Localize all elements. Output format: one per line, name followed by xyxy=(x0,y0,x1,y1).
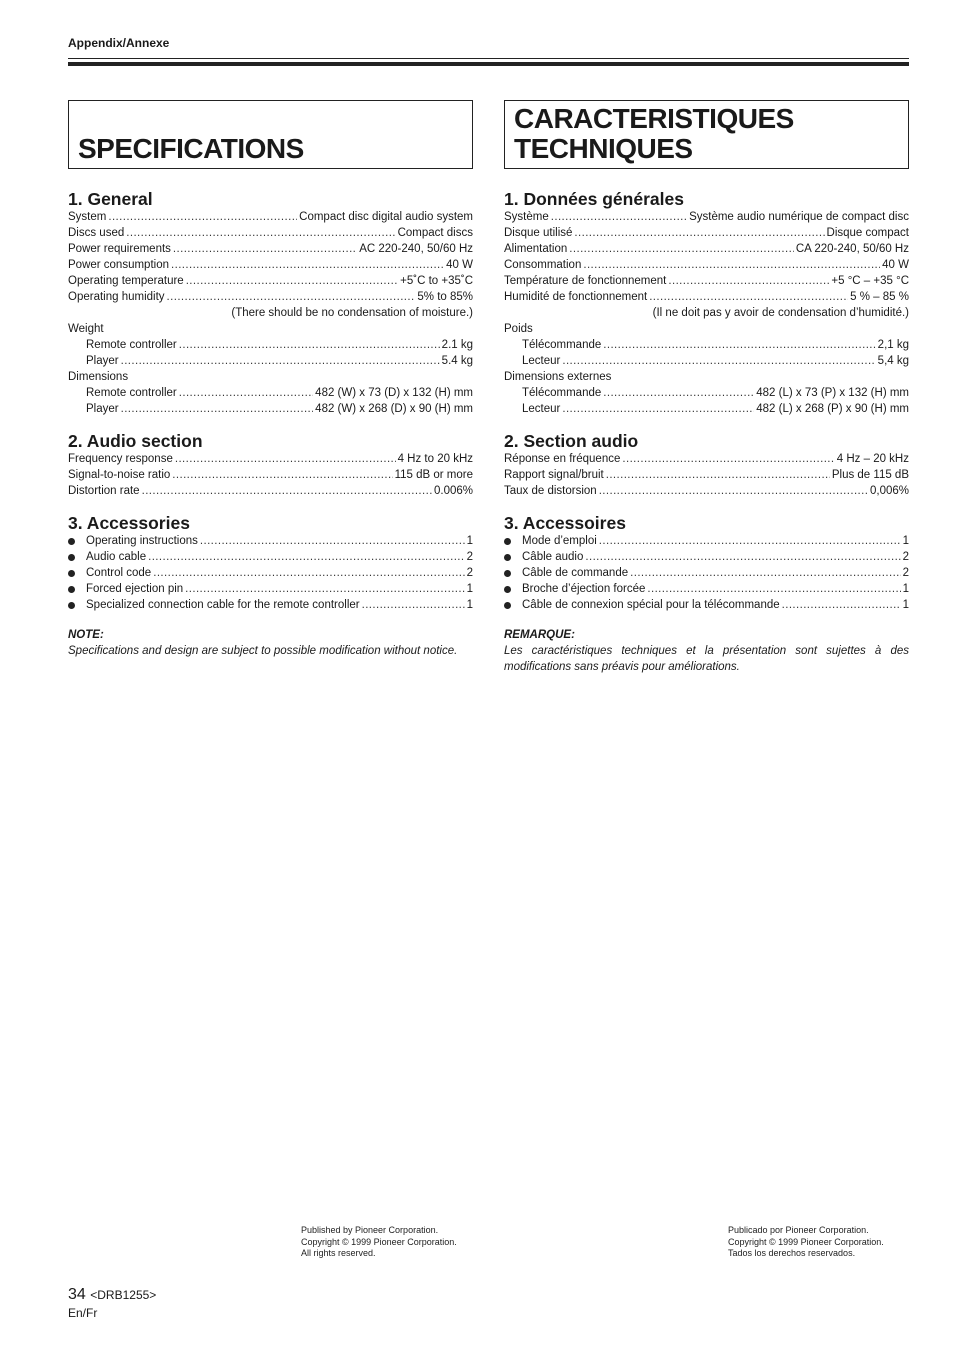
spec-label: Disque utilisé xyxy=(504,227,573,239)
title-box xyxy=(68,100,473,169)
spec-row xyxy=(504,225,909,241)
spec-label: Rapport signal/bruit xyxy=(504,469,604,481)
spec-value: 5.4 kg xyxy=(441,355,473,367)
bullet-icon xyxy=(68,570,75,577)
list-item xyxy=(68,565,473,581)
spec-value: Plus de 115 dB xyxy=(831,469,909,481)
bullet-icon xyxy=(504,586,511,593)
spec-value: AC 220-240, 50/60 Hz xyxy=(359,243,473,255)
spec-label: Power requirements xyxy=(68,243,171,255)
spec-value: 5 % – 85 % xyxy=(850,291,909,303)
bullet-icon xyxy=(68,586,75,593)
spec-row xyxy=(68,483,473,499)
page-footer xyxy=(68,1286,156,1320)
accessory-list xyxy=(504,533,909,613)
spec-label: Taux de distorsion xyxy=(504,485,597,497)
page-number: 34 xyxy=(68,1286,86,1303)
spec-row xyxy=(504,241,909,257)
rights-line: Tados los derechos reservados. xyxy=(728,1248,856,1258)
spec-label: System xyxy=(68,211,107,223)
publisher-line: Published by Pioneer Corporation. xyxy=(301,1225,439,1235)
dot-leader xyxy=(172,467,392,483)
caracteristiques-column xyxy=(504,100,909,675)
humidity-note: (There should be no condensation of moisture.) xyxy=(231,307,473,319)
spec-label: Operating humidity xyxy=(68,291,165,303)
list-item xyxy=(504,581,909,597)
header-rule-thin xyxy=(68,58,909,59)
page-title: SPECIFICATIONS xyxy=(78,133,304,164)
copyright-line: Copyright © 1999 Pioneer Corporation. xyxy=(301,1236,457,1247)
spec-label: Power consumption xyxy=(68,259,169,271)
spec-label: Specialized connection cable for the remote controller xyxy=(86,599,360,611)
spec-value: 1 xyxy=(466,535,473,547)
weight-list xyxy=(68,337,473,369)
dot-leader xyxy=(142,483,432,499)
spec-row xyxy=(68,385,473,401)
spec-row xyxy=(504,467,909,483)
bullet-icon xyxy=(504,602,511,609)
dot-leader xyxy=(175,451,396,467)
spec-value: CA 220-240, 50/60 Hz xyxy=(795,243,909,255)
specifications-column xyxy=(68,100,473,659)
spec-value: 115 dB or more xyxy=(394,469,473,481)
dimensions-label: Dimensions xyxy=(68,371,129,383)
dot-leader xyxy=(574,225,824,241)
spec-label: Lecteur xyxy=(522,403,561,415)
spec-list xyxy=(68,451,473,499)
spec-label: Câble de connexion spécial pour la télécommande xyxy=(522,599,780,611)
audio-section xyxy=(68,431,473,499)
spec-row xyxy=(68,451,473,467)
spec-list xyxy=(504,209,909,305)
dot-leader xyxy=(622,451,834,467)
spec-value: 1 xyxy=(902,535,909,547)
spec-row xyxy=(68,257,473,273)
general-section xyxy=(504,189,909,417)
spec-row xyxy=(504,385,909,401)
spec-value: 2,1 kg xyxy=(877,339,909,351)
spec-value: 5,4 kg xyxy=(877,355,909,367)
bullet-icon xyxy=(504,538,511,545)
section-heading: 2. Section audio xyxy=(504,431,639,451)
spec-value: 2 xyxy=(902,551,909,563)
accessories-section xyxy=(504,513,909,613)
dot-leader xyxy=(603,337,875,353)
spec-value: +5˚C to +35˚C xyxy=(400,275,473,287)
bullet-icon xyxy=(68,602,75,609)
dot-leader xyxy=(185,581,464,597)
dot-leader xyxy=(179,385,313,401)
list-item xyxy=(504,549,909,565)
spec-label: Player xyxy=(86,355,119,367)
spec-value: Compact discs xyxy=(397,227,473,239)
spec-row xyxy=(68,289,473,305)
spec-label: Câble de commande xyxy=(522,567,629,579)
spec-label: Frequency response xyxy=(68,453,173,465)
dot-leader xyxy=(606,467,830,483)
note-text: Les caractéristiques techniques et la présentation sont sujettes à des modifications sans préavis pour améliorations. xyxy=(504,645,909,673)
dot-leader xyxy=(173,241,357,257)
spec-label: Alimentation xyxy=(504,243,568,255)
publisher-line: Publicado por Pioneer Corporation. xyxy=(728,1225,869,1235)
dot-leader xyxy=(121,353,440,369)
rights-line: All rights reserved. xyxy=(301,1248,376,1258)
note-heading: REMARQUE: xyxy=(504,629,575,641)
spec-list xyxy=(68,209,473,305)
spec-label: Forced ejection pin xyxy=(86,583,184,595)
spec-value: 4 Hz – 20 kHz xyxy=(836,453,909,465)
page-title xyxy=(514,104,794,164)
title-line: CARACTERISTIQUES xyxy=(514,103,794,134)
dot-leader xyxy=(603,385,754,401)
list-item xyxy=(504,565,909,581)
spec-row xyxy=(68,209,473,225)
list-item xyxy=(504,597,909,613)
spec-row xyxy=(68,337,473,353)
dot-leader xyxy=(562,401,754,417)
publisher-note-english xyxy=(301,1225,457,1260)
publisher-note-spanish xyxy=(728,1225,884,1260)
language-code: En/Fr xyxy=(68,1306,98,1320)
spec-row xyxy=(504,257,909,273)
spec-label: Télécommande xyxy=(522,387,602,399)
spec-label: Audio cable xyxy=(86,551,147,563)
spec-value: 2 xyxy=(466,551,473,563)
spec-row xyxy=(504,451,909,467)
spec-label: Humidité de fonctionnement xyxy=(504,291,648,303)
spec-label: Signal-to-noise ratio xyxy=(68,469,171,481)
note-heading: NOTE: xyxy=(68,629,104,641)
dot-leader xyxy=(668,273,829,289)
general-section xyxy=(68,189,473,417)
title-line: TECHNIQUES xyxy=(514,133,693,164)
bullet-icon xyxy=(504,570,511,577)
spec-label: Operating temperature xyxy=(68,275,184,287)
spec-row xyxy=(504,401,909,417)
spec-value: 482 (L) x 73 (P) x 132 (H) mm xyxy=(756,387,909,399)
spec-value: 2.1 kg xyxy=(441,339,473,351)
spec-row xyxy=(504,483,909,499)
spec-label: Broche d’éjection forcée xyxy=(522,583,646,595)
header-rule-thick xyxy=(68,62,909,66)
spec-label: Système xyxy=(504,211,549,223)
section-heading: 1. Données générales xyxy=(504,189,684,209)
spec-value: +5 °C – +35 °C xyxy=(831,275,909,287)
dot-leader xyxy=(148,549,464,565)
spec-label: Mode d’emploi xyxy=(522,535,597,547)
weight-label: Weight xyxy=(68,323,104,335)
spec-row xyxy=(504,209,909,225)
spec-label: Distortion rate xyxy=(68,485,140,497)
bullet-icon xyxy=(68,538,75,545)
spec-label: Player xyxy=(86,403,119,415)
spec-label: Operating instructions xyxy=(86,535,198,547)
spec-value: 1 xyxy=(466,583,473,595)
section-heading: 3. Accessoires xyxy=(504,513,626,533)
section-heading: 2. Audio section xyxy=(68,431,203,451)
bullet-icon xyxy=(504,554,511,561)
header-label: Appendix/Annexe xyxy=(68,36,170,50)
section-heading: 1. General xyxy=(68,189,153,209)
bullet-icon xyxy=(68,554,75,561)
dot-leader xyxy=(179,337,440,353)
spec-value: 4 Hz to 20 kHz xyxy=(397,453,473,465)
dot-leader xyxy=(121,401,314,417)
spec-value: 482 (W) x 73 (D) x 132 (H) mm xyxy=(315,387,473,399)
spec-label: Télécommande xyxy=(522,339,602,351)
spec-value: 2 xyxy=(466,567,473,579)
dot-leader xyxy=(171,257,444,273)
dimensions-list xyxy=(68,385,473,417)
spec-row xyxy=(68,401,473,417)
spec-row xyxy=(504,337,909,353)
spec-row xyxy=(504,353,909,369)
spec-value: Disque compact xyxy=(826,227,909,239)
dot-leader xyxy=(782,597,901,613)
spec-value: 0,006% xyxy=(869,485,909,497)
list-item xyxy=(504,533,909,549)
spec-value: 482 (L) x 268 (P) x 90 (H) mm xyxy=(756,403,909,415)
spec-row xyxy=(68,225,473,241)
spec-value: 2 xyxy=(902,567,909,579)
title-box xyxy=(504,100,909,169)
spec-list xyxy=(504,451,909,499)
dot-leader xyxy=(200,533,465,549)
dot-leader xyxy=(599,533,901,549)
dot-leader xyxy=(362,597,465,613)
dot-leader xyxy=(630,565,900,581)
spec-value: 1 xyxy=(902,599,909,611)
spec-label: Discs used xyxy=(68,227,125,239)
spec-value: Compact disc digital audio system xyxy=(299,211,473,223)
dot-leader xyxy=(599,483,868,499)
spec-value: 40 W xyxy=(882,259,909,271)
humidity-note: (Il ne doit pas y avoir de condensation d’humidité.) xyxy=(652,307,909,319)
dot-leader xyxy=(551,209,687,225)
dot-leader xyxy=(126,225,395,241)
spec-value: 1 xyxy=(902,583,909,595)
accessories-section xyxy=(68,513,473,613)
dot-leader xyxy=(585,549,900,565)
spec-label: Control code xyxy=(86,567,152,579)
note-text: Specifications and design are subject to possible modification without notice. xyxy=(68,645,458,657)
spec-value: 1 xyxy=(466,599,473,611)
spec-label: Consommation xyxy=(504,259,582,271)
spec-label: Remote controller xyxy=(86,387,177,399)
dot-leader xyxy=(153,565,464,581)
dot-leader xyxy=(647,581,900,597)
dimensions-label: Dimensions externes xyxy=(504,371,612,383)
audio-section xyxy=(504,431,909,499)
spec-value: 40 W xyxy=(446,259,473,271)
dot-leader xyxy=(108,209,297,225)
spec-value: 482 (W) x 268 (D) x 90 (H) mm xyxy=(315,403,473,415)
dot-leader xyxy=(569,241,794,257)
dot-leader xyxy=(583,257,880,273)
accessory-list xyxy=(68,533,473,613)
spec-value: Système audio numérique de compact disc xyxy=(689,211,909,223)
dot-leader xyxy=(186,273,398,289)
document-code: <DRB1255> xyxy=(90,1288,157,1302)
spec-label: Réponse en fréquence xyxy=(504,453,621,465)
spec-row xyxy=(68,353,473,369)
list-item xyxy=(68,581,473,597)
spec-label: Température de fonctionnement xyxy=(504,275,667,287)
spec-value: 0.006% xyxy=(433,485,473,497)
dot-leader xyxy=(649,289,848,305)
list-item xyxy=(68,597,473,613)
weight-label: Poids xyxy=(504,323,533,335)
dimensions-list xyxy=(504,385,909,417)
dot-leader xyxy=(167,289,416,305)
spec-label: Câble audio xyxy=(522,551,584,563)
spec-row xyxy=(68,273,473,289)
copyright-line: Copyright © 1999 Pioneer Corporation. xyxy=(728,1236,884,1247)
list-item xyxy=(68,549,473,565)
spec-label: Remote controller xyxy=(86,339,177,351)
spec-value: 5% to 85% xyxy=(417,291,473,303)
spec-label: Lecteur xyxy=(522,355,561,367)
section-heading: 3. Accessories xyxy=(68,513,190,533)
weight-list xyxy=(504,337,909,369)
dot-leader xyxy=(562,353,875,369)
spec-row xyxy=(504,273,909,289)
spec-row xyxy=(68,241,473,257)
list-item xyxy=(68,533,473,549)
spec-row xyxy=(504,289,909,305)
spec-row xyxy=(68,467,473,483)
